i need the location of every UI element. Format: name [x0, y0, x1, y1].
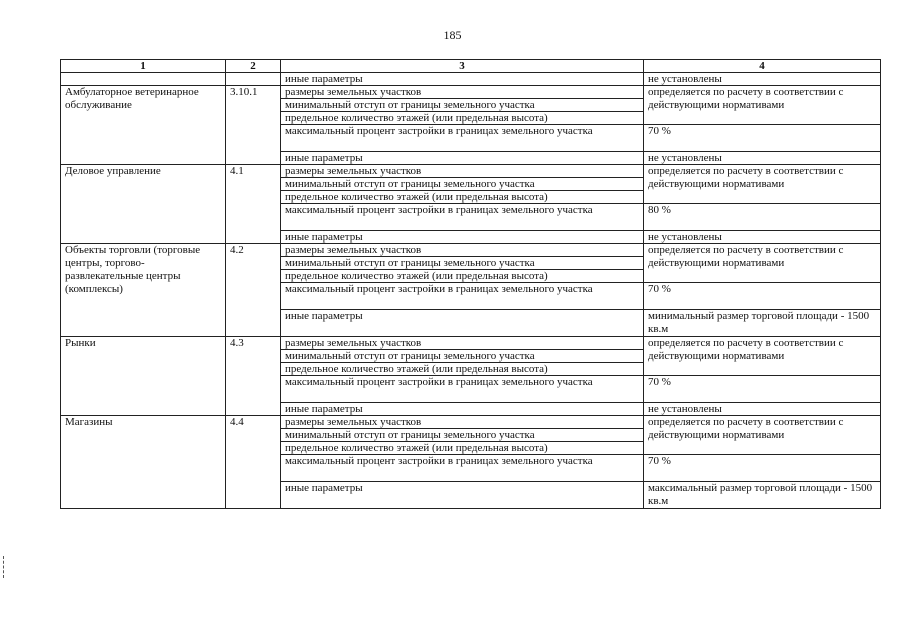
param-other: иные параметры: [281, 231, 644, 244]
table-row: [61, 244, 881, 257]
value-calc: определяется по расчету в соответствии с действующими нормативами: [644, 416, 881, 455]
page-number: 185: [443, 28, 462, 42]
use-code: 4.2: [226, 244, 281, 337]
use-code: 4.1: [226, 165, 281, 244]
use-code: 3.10.1: [226, 86, 281, 165]
param-min-setback: минимальный отступ от границы земельного участка: [281, 429, 644, 442]
param-max-floors: предельное количество этажей (или предельная высота): [281, 270, 644, 283]
value-calc: определяется по расчету в соответствии с действующими нормативами: [644, 86, 881, 125]
value-coverage: 70 %: [644, 455, 881, 482]
empty-cell: [226, 73, 281, 86]
param-max-floors: предельное количество этажей (или предельная высота): [281, 191, 644, 204]
value-calc: определяется по расчету в соответствии с действующими нормативами: [644, 244, 881, 283]
param-min-setback: минимальный отступ от границы земельного участка: [281, 350, 644, 363]
use-name: Магазины: [61, 416, 226, 509]
value-calc: определяется по расчету в соответствии с действующими нормативами: [644, 337, 881, 376]
param-min-setback: минимальный отступ от границы земельного участка: [281, 257, 644, 270]
param-max-coverage: максимальный процент застройки в границах земельного участка: [281, 125, 644, 152]
param-sizes: размеры земельных участков: [281, 416, 644, 429]
table-row: [61, 416, 881, 429]
table-row: [61, 73, 881, 86]
regulations-table: [60, 59, 881, 509]
value-other: не установлены: [644, 152, 881, 165]
param-max-floors: предельное количество этажей (или предельная высота): [281, 363, 644, 376]
value-other: не установлены: [644, 231, 881, 244]
value-other: не установлены: [644, 73, 881, 86]
use-name: Амбулаторное ветеринарное обслуживание: [61, 86, 226, 165]
param-max-coverage: максимальный процент застройки в границах земельного участка: [281, 455, 644, 482]
value-coverage: 80 %: [644, 204, 881, 231]
value-other: минимальный размер торговой площади - 1500 кв.м: [644, 310, 881, 337]
param-max-floors: предельное количество этажей (или предельная высота): [281, 112, 644, 125]
param-other: иные параметры: [281, 310, 644, 337]
table-row: [61, 337, 881, 350]
value-coverage: 70 %: [644, 125, 881, 152]
param-other: иные параметры: [281, 403, 644, 416]
param-min-setback: минимальный отступ от границы земельного участка: [281, 99, 644, 112]
param-max-coverage: максимальный процент застройки в границах земельного участка: [281, 376, 644, 403]
value-other: не установлены: [644, 403, 881, 416]
param-max-coverage: максимальный процент застройки в границах земельного участка: [281, 204, 644, 231]
use-code: 4.4: [226, 416, 281, 509]
value-coverage: 70 %: [644, 376, 881, 403]
param-sizes: размеры земельных участков: [281, 86, 644, 99]
param-other: иные параметры: [281, 482, 644, 509]
use-name: Объекты торговли (торговые центры, торгово-развлекательные центры (комплексы): [61, 244, 226, 337]
header-col-4: 4: [644, 60, 881, 73]
param-sizes: размеры земельных участков: [281, 337, 644, 350]
param-min-setback: минимальный отступ от границы земельного участка: [281, 178, 644, 191]
header-col-3: 3: [281, 60, 644, 73]
table-row: [61, 165, 881, 178]
value-coverage: 70 %: [644, 283, 881, 310]
use-code: 4.3: [226, 337, 281, 416]
table-row: [61, 86, 881, 99]
param-other: иные параметры: [281, 73, 644, 86]
param-sizes: размеры земельных участков: [281, 165, 644, 178]
header-col-2: 2: [226, 60, 281, 73]
value-calc: определяется по расчету в соответствии с действующими нормативами: [644, 165, 881, 204]
header-row: [61, 60, 881, 73]
param-max-floors: предельное количество этажей (или предельная высота): [281, 442, 644, 455]
header-col-1: 1: [61, 60, 226, 73]
scan-edge-mark: [3, 556, 5, 578]
use-name: Деловое управление: [61, 165, 226, 244]
use-name: Рынки: [61, 337, 226, 416]
value-other: максимальный размер торговой площади - 1500 кв.м: [644, 482, 881, 509]
param-other: иные параметры: [281, 152, 644, 165]
empty-cell: [61, 73, 226, 86]
param-sizes: размеры земельных участков: [281, 244, 644, 257]
param-max-coverage: максимальный процент застройки в границах земельного участка: [281, 283, 644, 310]
